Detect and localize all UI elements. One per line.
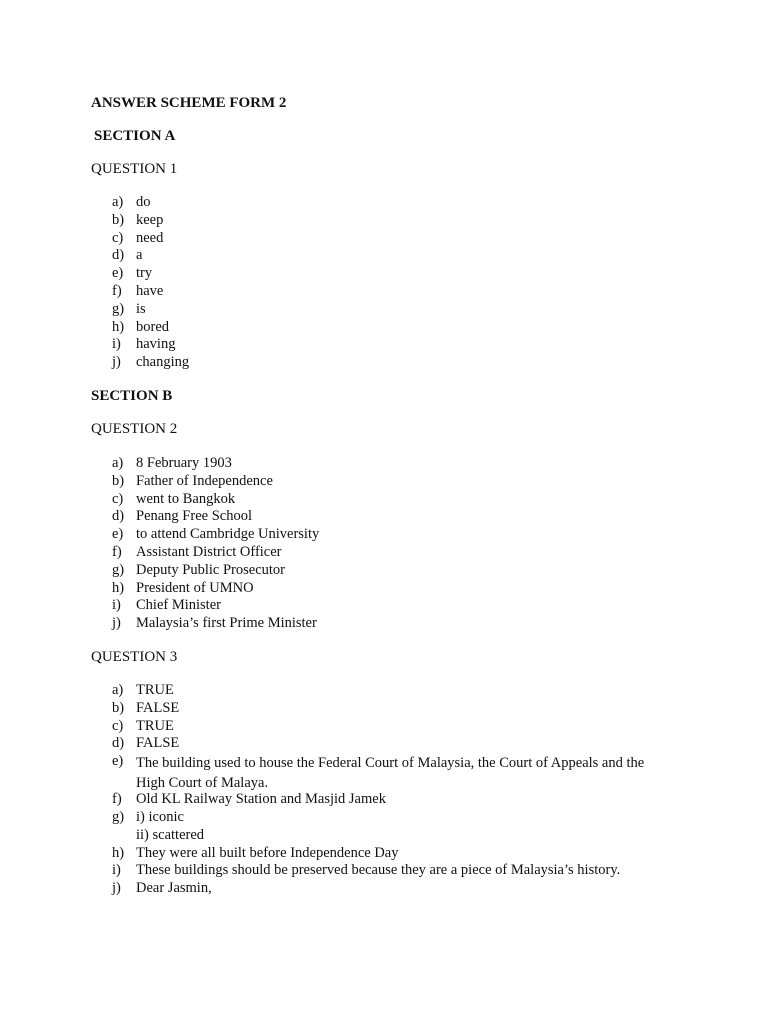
item-text: went to Bangkok bbox=[136, 490, 236, 507]
list-item bbox=[0, 455, 768, 473]
item-text: having bbox=[136, 336, 176, 353]
item-text: try bbox=[136, 265, 153, 282]
item-text: Penang Free School bbox=[136, 508, 252, 525]
item-marker: g) bbox=[112, 561, 125, 578]
item-text: keep bbox=[136, 211, 164, 228]
list-item bbox=[0, 265, 768, 283]
section-a-heading: SECTION A bbox=[94, 128, 176, 144]
item-marker: f) bbox=[112, 791, 122, 808]
list-item bbox=[0, 526, 768, 544]
list-item bbox=[0, 862, 768, 880]
list-item bbox=[0, 597, 768, 615]
item-marker: e) bbox=[112, 753, 124, 770]
item-text: have bbox=[136, 282, 164, 299]
list-item bbox=[0, 718, 768, 736]
item-marker: g) bbox=[112, 300, 125, 317]
item-marker: h) bbox=[112, 844, 125, 861]
item-marker: h) bbox=[112, 318, 125, 335]
question-1-answer-list bbox=[0, 194, 768, 372]
item-marker: j) bbox=[112, 615, 121, 632]
item-text: bored bbox=[136, 318, 170, 335]
list-item bbox=[0, 212, 768, 230]
item-marker: a) bbox=[112, 455, 124, 471]
item-marker: j) bbox=[112, 354, 121, 371]
item-text: These buildings should be preserved because they are a piece of Malaysia’s history. bbox=[136, 862, 621, 879]
item-text: is bbox=[136, 300, 146, 317]
list-item bbox=[0, 283, 768, 301]
list-item bbox=[0, 319, 768, 337]
list-item bbox=[0, 845, 768, 863]
question-1-label: QUESTION 1 bbox=[91, 161, 178, 177]
list-item bbox=[0, 473, 768, 491]
list-item bbox=[0, 508, 768, 526]
list-item bbox=[0, 336, 768, 354]
list-item bbox=[0, 491, 768, 509]
item-marker: d) bbox=[112, 735, 125, 752]
item-text: Father of Independence bbox=[136, 472, 273, 489]
item-text: 8 February 1903 bbox=[136, 455, 232, 471]
item-marker: b) bbox=[112, 211, 125, 228]
item-marker: b) bbox=[112, 699, 125, 716]
item-text: do bbox=[136, 194, 151, 210]
item-text: to attend Cambridge University bbox=[136, 526, 320, 543]
item-marker: j) bbox=[112, 880, 121, 897]
list-item bbox=[0, 880, 768, 898]
item-marker: e) bbox=[112, 265, 124, 282]
item-text: TRUE bbox=[136, 717, 174, 734]
list-item bbox=[0, 354, 768, 372]
list-item bbox=[0, 809, 768, 845]
list-item bbox=[0, 682, 768, 700]
item-marker: h) bbox=[112, 579, 125, 596]
item-marker: i) bbox=[112, 862, 121, 879]
item-text: The building used to house the Federal Court of Malaysia, the Court of Appeals and the High Court of Malaya. bbox=[136, 755, 645, 792]
item-text: Chief Minister bbox=[136, 597, 221, 614]
item-text: Malaysia’s first Prime Minister bbox=[136, 615, 317, 632]
item-text: FALSE bbox=[136, 735, 180, 752]
item-marker: i) bbox=[112, 336, 121, 353]
question-3-label: QUESTION 3 bbox=[91, 649, 178, 665]
item-marker: f) bbox=[112, 282, 122, 299]
item-marker: d) bbox=[112, 508, 125, 525]
question-3-answer-list bbox=[0, 682, 768, 898]
item-text: Deputy Public Prosecutor bbox=[136, 561, 286, 578]
list-item bbox=[0, 580, 768, 598]
item-marker: c) bbox=[112, 229, 124, 246]
item-text: i) iconic bbox=[136, 808, 184, 825]
document-title: ANSWER SCHEME FORM 2 bbox=[91, 95, 287, 111]
list-item bbox=[0, 194, 768, 212]
item-text: President of UMNO bbox=[136, 579, 254, 596]
item-marker: d) bbox=[112, 247, 125, 264]
list-item bbox=[0, 544, 768, 562]
item-marker: c) bbox=[112, 717, 124, 734]
item-marker: i) bbox=[112, 597, 121, 614]
list-item bbox=[0, 562, 768, 580]
item-text: need bbox=[136, 229, 164, 246]
list-item bbox=[0, 791, 768, 809]
question-2-label: QUESTION 2 bbox=[91, 421, 178, 437]
list-item bbox=[0, 247, 768, 265]
item-marker: f) bbox=[112, 543, 122, 560]
section-b-heading: SECTION B bbox=[91, 388, 173, 404]
item-text: TRUE bbox=[136, 682, 174, 698]
item-marker: g) bbox=[112, 808, 125, 825]
item-text: Assistant District Officer bbox=[136, 543, 282, 560]
question-2-answer-list bbox=[0, 455, 768, 633]
item-text: a bbox=[136, 247, 143, 264]
item-marker: c) bbox=[112, 490, 124, 507]
list-item bbox=[0, 230, 768, 248]
list-item bbox=[0, 735, 768, 753]
item-subtext: ii) scattered bbox=[136, 826, 205, 843]
item-text: changing bbox=[136, 354, 190, 371]
item-marker: a) bbox=[112, 194, 124, 210]
item-text: They were all built before Independence Day bbox=[136, 844, 399, 861]
item-marker: e) bbox=[112, 526, 124, 543]
item-marker: b) bbox=[112, 472, 125, 489]
list-item bbox=[0, 753, 768, 791]
list-item bbox=[0, 700, 768, 718]
item-text: Old KL Railway Station and Masjid Jamek bbox=[136, 791, 386, 808]
list-item bbox=[0, 615, 768, 633]
item-text: Dear Jasmin, bbox=[136, 880, 212, 897]
item-text: FALSE bbox=[136, 699, 180, 716]
list-item bbox=[0, 301, 768, 319]
item-marker: a) bbox=[112, 682, 124, 698]
